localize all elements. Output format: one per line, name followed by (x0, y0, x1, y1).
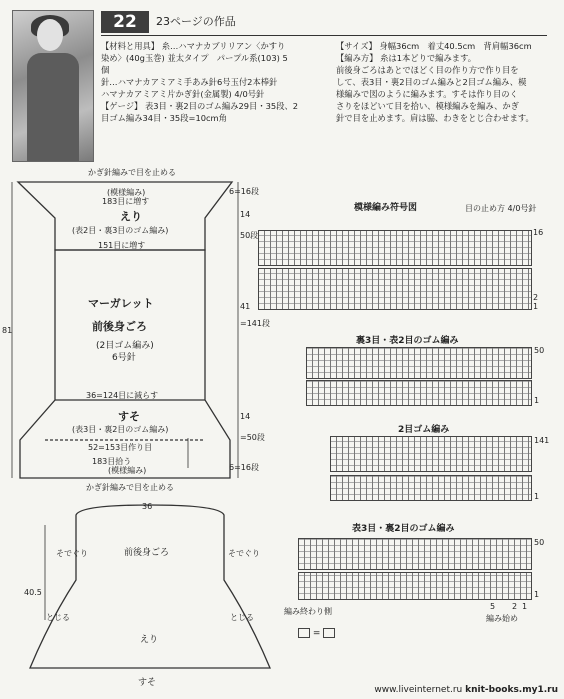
rows-41: 41 (240, 302, 251, 311)
assembly-collar-label: えり (140, 635, 159, 645)
column-2: 2 (512, 602, 518, 611)
size-line: 【編み方】 糸は1本どりで編みます。 (336, 53, 477, 63)
chart4-title: 表3目・裏2目のゴム編み (352, 524, 455, 534)
armhole-left-label: そでぐり (56, 549, 88, 558)
collar-pattern-label: (模様編み) (107, 188, 146, 197)
total-length: 81 (2, 326, 13, 335)
legend-symbol-b (323, 628, 335, 638)
legend-symbol-a (298, 628, 310, 638)
chart4-row1: 1 (534, 590, 540, 599)
size-line: して、表3目・裏2目のゴム編みと2目ゴム編み、模 (336, 77, 527, 87)
footer-site: knit-books.my1.ru (465, 685, 558, 695)
materials-line: ハマナカアミアミ片かぎ針(金属製) 4/0号針 (101, 89, 265, 99)
item-title: マーガレット (88, 297, 154, 310)
footer-url: www.liveinternet.ru (374, 685, 463, 695)
chart1-bind-off-note: 目の止め方 4/0号針 (465, 204, 537, 213)
chart4-row50: 50 (534, 538, 545, 547)
chart1-title: 模様編み符号図 (354, 203, 418, 213)
chart3-grid-bottom (330, 475, 532, 501)
page-reference: 23ページの作品 (156, 15, 236, 28)
chart1-grid-bottom (258, 268, 532, 310)
needle-label: 6号針 (112, 353, 136, 363)
chart3-row141: 141 (534, 436, 550, 445)
chart3-row1: 1 (534, 492, 540, 501)
size-line: 針で目を止めます。肩は脇、わきをとじ合わせます。 (336, 113, 534, 123)
chart1-row16: 16 (533, 228, 544, 237)
materials-line: 目ゴム編み34目・35段=10cm角 (101, 113, 227, 123)
chart1-row1: 1 (533, 302, 539, 311)
seam-right-label: とじる (230, 613, 254, 622)
end-side-label: 編み終わり側 (284, 607, 332, 616)
materials-line: 個 (101, 65, 110, 75)
armhole-right-label: そでぐり (228, 549, 260, 558)
column-5: 5 (490, 602, 496, 611)
rows-top-label: 6=16段 (229, 187, 259, 196)
body-rib-label: (2目ゴム編み) (96, 341, 154, 351)
legend-equals: = (312, 628, 321, 639)
footer-credits (374, 685, 558, 695)
start-label: 編み始め (486, 614, 518, 623)
rows-50-bottom: =50段 (240, 433, 265, 442)
body-title: 前後身ごろ (92, 320, 147, 333)
rows-141: =141段 (240, 319, 270, 328)
bottom-bind-off-label: かぎ針編みで目を止める (86, 483, 174, 492)
chart1-row2: 2 (533, 293, 539, 302)
pattern-number: 22 (101, 11, 149, 33)
materials-line: 【ゲージ】 表3目・裏2目のゴム編み29目・35段、2 (101, 101, 299, 111)
collar-increase-label: 183目に増す (102, 197, 150, 206)
assembly-hem-label: すそ (138, 678, 157, 688)
size-line: さりをほどいて目を拾い、模様編みを編み、かぎ (336, 101, 520, 111)
pick-up-label: 183目拾う (92, 457, 132, 466)
rows-14-bottom: 14 (240, 412, 251, 421)
size-line: 様編みで図のように編みます。すそは作り目のく (336, 89, 518, 99)
chart3-title: 2目ゴム編み (398, 425, 450, 435)
chart2-row1: 1 (534, 396, 540, 405)
column-1: 1 (522, 602, 528, 611)
decrease-label: 36=124目に減らす (86, 391, 159, 400)
chart2-row50: 50 (534, 346, 545, 355)
top-bind-off-label: かぎ針編みで目を止める (88, 168, 176, 177)
seam-left-label: とじる (46, 613, 70, 622)
body-increase-label: 151目に増す (98, 241, 146, 250)
chart1-grid-top (258, 230, 532, 266)
chart2-title: 裏3目・表2目のゴム編み (356, 336, 459, 346)
collar-rib-label: (表2目・裏3目のゴム編み) (72, 226, 169, 235)
assembly-body-label: 前後身ごろ (124, 548, 170, 558)
chart3-grid-top (330, 436, 532, 472)
chart4-grid-bottom (298, 572, 532, 600)
rows-50-top: 50段 (240, 231, 259, 240)
chart2-grid-bottom (306, 380, 532, 406)
materials-line: 【材料と用具】 糸…ハマナカブリリアン〈かすり (101, 41, 286, 51)
chart4-grid-top (298, 538, 532, 570)
hem-rib-label: (表3目・裏2目のゴム編み) (72, 425, 169, 434)
cast-on-label: 52=153目作り目 (88, 443, 153, 452)
assembly-width: 36 (142, 502, 153, 511)
pick-pattern-label: (模様編み) (108, 466, 147, 475)
materials-line: 染め〉(40g玉巻) 並太タイプ パープル系(103) 5 (101, 53, 288, 63)
symbol-legend (298, 628, 335, 639)
assembly-height: 40.5 (24, 588, 42, 597)
materials-line: 針…ハマナカアミアミ手あみ針6号玉付2本棒針 (101, 77, 278, 87)
hem-title: すそ (118, 410, 140, 423)
size-line: 【サイズ】 身幅36cm 着丈40.5cm 背肩幅36cm (336, 41, 532, 51)
rows-bottom-label: 6=16段 (229, 463, 259, 472)
size-line: 前後身ごろはあとでほどく目の作り方で作り目を (336, 65, 519, 75)
chart2-grid-top (306, 347, 532, 379)
rows-14-top: 14 (240, 210, 251, 219)
collar-title: えり (120, 210, 142, 223)
